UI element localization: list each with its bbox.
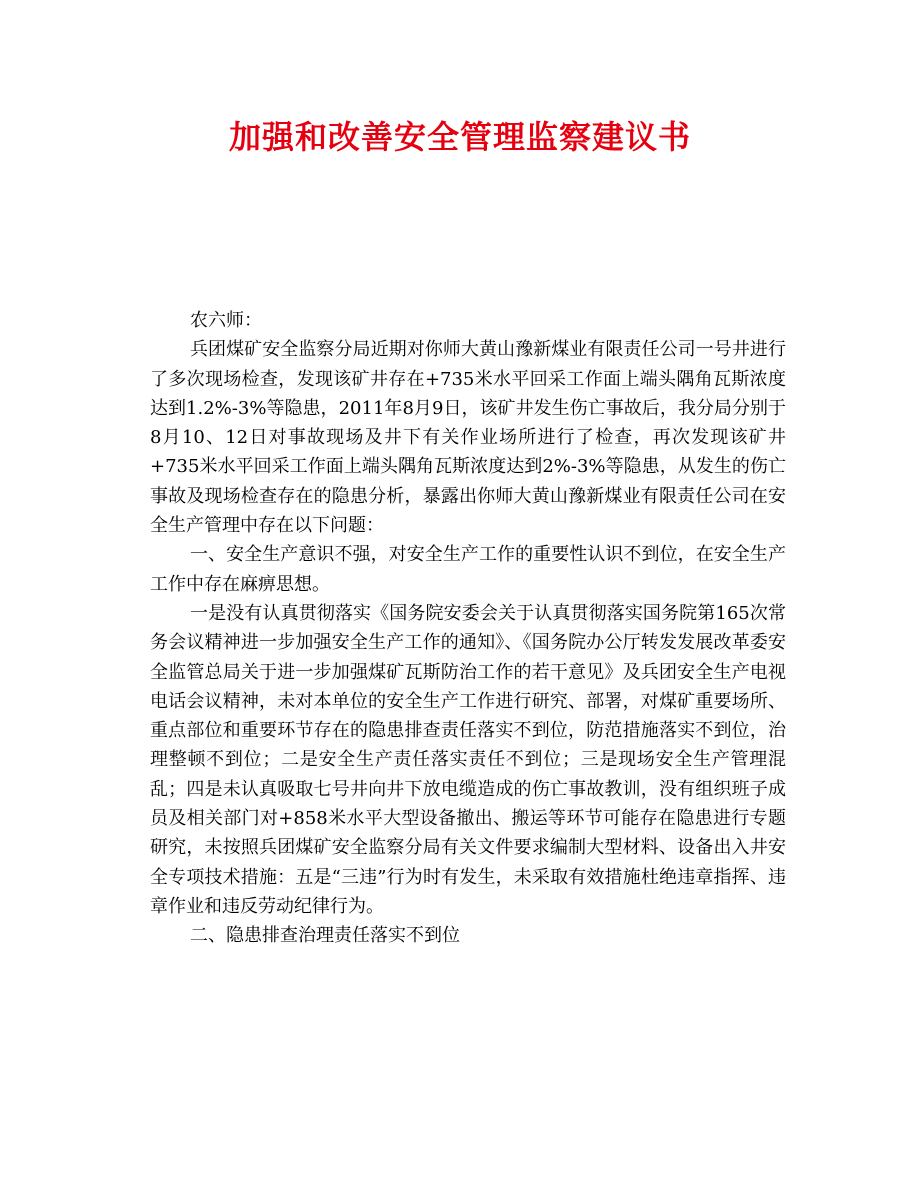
paragraph-section-1-details: 一是没有认真贯彻落实《国务院安委会关于认真贯彻落实国务院第165次常务会议精神进一步加强安全生产工作的通知》、《国务院办公厅转发发展改革委安全监管总局关于进一步加强煤矿瓦斯防治工作的若干意见》及兵团安全生产电视电话会议精神，未对本单位的安全生产工作进行研究、部署，对煤矿重要场所、重点部位和重要环节存在的隐患排查责任落实不到位，防范措施落实不到位，治理整顿不到位；二是安全生产责任落实责任不到位；三是现场安全生产管理混乱；四是未认真吸取七号井向井下放电缆造成的伤亡事故教训，没有组织班子成员及相关部门对+858米水平大型设备撤出、搬运等环节可能存在隐患进行专题研究，未按照兵团煤矿安全监察分局有关文件要求编制大型材料、设备出入井安全专项技术措施：五是“三违”行为时有发生，未采取有效措施杜绝违章指挥、违章作业和违反劳动纪律行为。 [150, 602, 786, 917]
paragraph-intro: 兵团煤矿安全监察分局近期对你师大黄山豫新煤业有限责任公司一号井进行了多次现场检查，发现该矿井存在+735米水平回采工作面上端头隅角瓦斯浓度达到1.2%-3%等隐患，2011年8月9日，该矿井发生伤亡事故后，我分局分别于8月10、12日对事故现场及井下有关作业场所进行了检查，再次发现该矿井+735米水平回采工作面上端头隅角瓦斯浓度达到2%-3%等隐患，从发生的伤亡事故及现场检查存在的隐患分析，暴露出你师大黄山豫新煤业有限责任公司在安全生产管理中存在以下问题： [150, 339, 786, 537]
document-body [150, 306, 786, 951]
paragraph-section-2-heading: 二、隐患排查治理责任落实不到位 [190, 925, 460, 947]
document-title: 加强和改善安全管理监察建议书 [228, 118, 691, 156]
salutation: 农六师： [190, 310, 262, 331]
paragraph-section-1-heading: 一、安全生产意识不强，对安全生产工作的重要性认识不到位，在安全生产工作中存在麻痹思想。 [150, 544, 786, 595]
